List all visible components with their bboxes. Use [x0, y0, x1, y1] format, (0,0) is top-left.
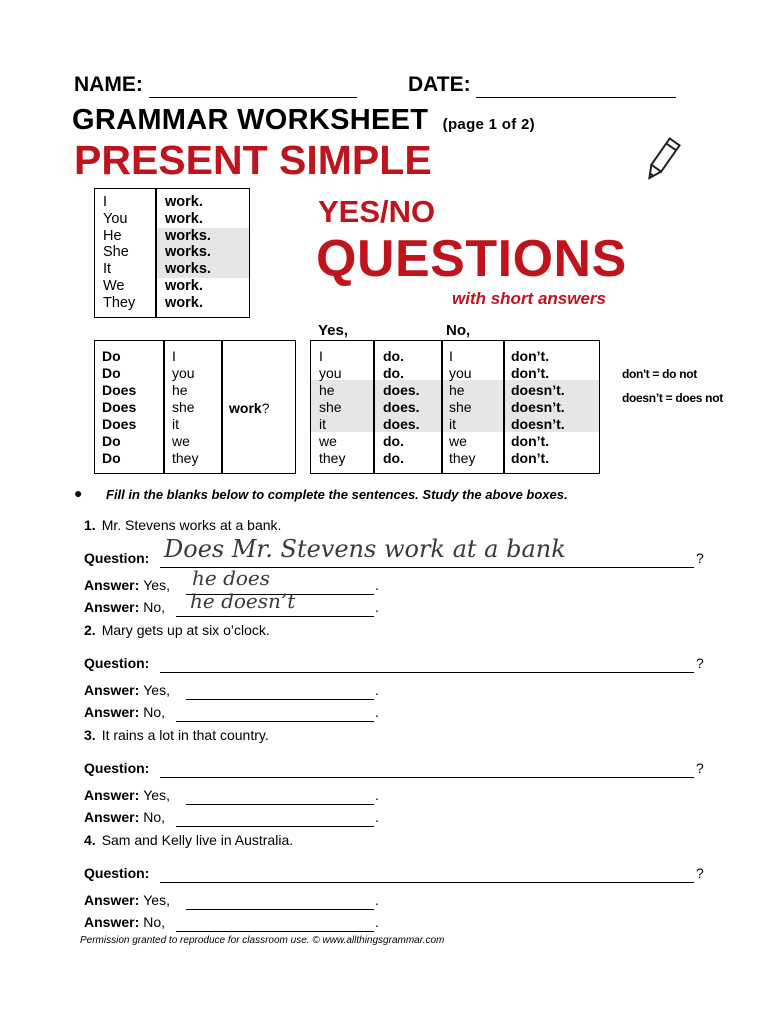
table-cell: Does	[102, 399, 137, 415]
verb-cell: work.	[165, 294, 203, 311]
yes-aux-column	[383, 348, 420, 467]
answer-label: Answer:	[84, 599, 140, 615]
table-divider	[441, 341, 443, 473]
question-table	[94, 340, 296, 474]
bullet-icon: ●	[74, 485, 83, 501]
verb-text: work	[229, 400, 262, 416]
no-label: No,	[143, 809, 166, 825]
table-row	[95, 261, 249, 278]
answer-no-row	[84, 913, 165, 931]
answer-yes-row	[84, 576, 170, 594]
table-divider	[503, 341, 505, 473]
period: .	[375, 892, 379, 908]
period: .	[375, 599, 379, 615]
table-cell: Do	[102, 348, 121, 364]
conjugation-table	[94, 188, 250, 318]
exercise-text: Sam and Kelly live in Australia.	[101, 832, 294, 848]
table-row	[95, 244, 249, 261]
exercise-text: Mary gets up at six o’clock.	[101, 622, 270, 638]
period: .	[375, 704, 379, 720]
exercise-number: 1.	[84, 517, 96, 533]
yes-label: Yes,	[143, 577, 170, 593]
yes-pronoun-column	[319, 348, 345, 467]
exercise-text: Mr. Stevens works at a bank.	[101, 517, 282, 533]
exercise-number: 3.	[84, 727, 96, 743]
period: .	[375, 914, 379, 930]
table-cell: don’t.	[511, 450, 550, 466]
table-cell: do.	[383, 365, 404, 381]
table-cell: it	[319, 416, 326, 432]
question-row	[84, 654, 149, 672]
exercise-sentence	[84, 832, 293, 848]
answer-label: Answer:	[84, 787, 140, 803]
question-input[interactable]	[160, 759, 694, 778]
questions-title: QUESTIONS	[316, 230, 627, 288]
table-cell: Does	[102, 416, 137, 432]
topic-title: PRESENT SIMPLE	[74, 137, 432, 183]
yes-answer-handwriting: he does	[192, 566, 271, 590]
table-cell: do.	[383, 348, 404, 364]
question-mark: ?	[696, 865, 704, 881]
no-label: No,	[143, 599, 166, 615]
pronoun-cell: He	[103, 227, 122, 244]
name-input-line[interactable]	[149, 79, 357, 98]
no-answer-input[interactable]	[176, 913, 374, 932]
no-label: No,	[143, 914, 166, 930]
table-divider	[163, 341, 165, 473]
table-cell: Do	[102, 433, 121, 449]
answer-label: Answer:	[84, 914, 140, 930]
table-cell: do.	[383, 433, 404, 449]
table-cell: he	[172, 382, 188, 398]
table-cell: don’t.	[511, 348, 550, 364]
table-row	[95, 278, 249, 295]
answer-table	[310, 340, 600, 474]
yes-answer-input[interactable]	[186, 681, 374, 700]
exercise-text: It rains a lot in that country.	[101, 727, 269, 743]
yesno-title: YES/NO	[318, 194, 436, 229]
table-cell: they	[319, 450, 346, 466]
answer-yes-row	[84, 891, 170, 909]
name-field-row	[74, 72, 357, 98]
table-cell: doesn’t.	[511, 399, 565, 415]
no-header: No,	[446, 322, 471, 339]
table-cell: doesn’t.	[511, 416, 565, 432]
answer-yes-row	[84, 786, 170, 804]
table-row	[95, 211, 249, 228]
period: .	[375, 787, 379, 803]
question-mark: ?	[696, 550, 704, 566]
name-label: NAME:	[74, 73, 143, 96]
table-cell: he	[319, 382, 335, 398]
question-row	[84, 759, 149, 777]
table-cell: we	[319, 433, 337, 449]
pronoun-column	[172, 348, 198, 467]
exercise-sentence	[84, 517, 281, 533]
footer-permission: Permission granted to reproduce for classroom use. © www.allthingsgrammar.com	[80, 935, 445, 946]
date-field-row	[408, 72, 676, 98]
yes-answer-input[interactable]	[186, 891, 374, 910]
answer-label: Answer:	[84, 682, 140, 698]
doesnt-note: doesn’t = does not	[622, 391, 723, 405]
table-cell: they	[172, 450, 199, 466]
table-cell: does.	[383, 399, 420, 415]
yes-label: Yes,	[143, 682, 170, 698]
table-cell: it	[172, 416, 179, 432]
answer-label: Answer:	[84, 704, 140, 720]
question-label: Question:	[84, 760, 150, 776]
yes-header: Yes,	[318, 322, 349, 339]
dont-note: don't = do not	[622, 367, 697, 381]
table-cell: don’t.	[511, 433, 550, 449]
question-row	[84, 549, 149, 567]
yes-answer-input[interactable]	[186, 786, 374, 805]
question-mark: ?	[696, 655, 704, 671]
table-cell: Do	[102, 450, 121, 466]
verb-cell: work.	[165, 194, 203, 210]
question-label: Question:	[84, 550, 150, 566]
table-cell: you	[172, 365, 195, 381]
no-aux-column	[511, 348, 565, 467]
yes-label: Yes,	[143, 892, 170, 908]
table-cell: she	[319, 399, 342, 415]
no-answer-input[interactable]	[176, 703, 374, 722]
date-label: DATE:	[408, 73, 471, 96]
period: .	[375, 682, 379, 698]
verb-cell: work.	[165, 210, 203, 227]
table-cell: it	[449, 416, 456, 432]
verb-cell: work.	[165, 278, 203, 294]
exercise-number: 2.	[84, 622, 96, 638]
table-row	[95, 295, 249, 312]
question-label: Question:	[84, 865, 150, 881]
table-cell: Does	[102, 382, 137, 398]
no-answer-handwriting: he doesn’t	[190, 589, 296, 613]
table-cell: doesn’t.	[511, 382, 565, 398]
table-cell: they	[449, 450, 476, 466]
answer-yes-row	[84, 681, 170, 699]
table-cell: he	[449, 382, 465, 398]
answer-label: Answer:	[84, 892, 140, 908]
table-cell: you	[319, 365, 342, 381]
question-input[interactable]	[160, 654, 694, 673]
aux-column	[102, 348, 136, 467]
no-answer-input[interactable]	[176, 808, 374, 827]
period: .	[375, 809, 379, 825]
exercise-sentence	[84, 727, 269, 743]
question-label: Question:	[84, 655, 150, 671]
pronoun-cell: I	[103, 194, 108, 210]
pronoun-cell: They	[103, 294, 136, 311]
pencil-icon	[636, 134, 688, 186]
question-answer-handwriting: Does Mr. Stevens work at a bank	[164, 535, 566, 563]
answer-no-row	[84, 598, 165, 616]
pronoun-cell: She	[103, 244, 129, 261]
exercise-number: 4.	[84, 832, 96, 848]
pronoun-cell: You	[103, 210, 128, 227]
table-cell: don’t.	[511, 365, 550, 381]
answer-label: Answer:	[84, 809, 140, 825]
table-row	[95, 194, 249, 211]
table-cell: I	[319, 348, 323, 364]
table-cell: we	[172, 433, 190, 449]
verb-cell: works.	[165, 227, 211, 244]
answer-label: Answer:	[84, 577, 140, 593]
table-cell: I	[172, 348, 176, 364]
period: .	[375, 577, 379, 593]
verb-cell: works.	[165, 261, 211, 278]
pronoun-cell: We	[103, 278, 125, 294]
yes-label: Yes,	[143, 787, 170, 803]
table-cell: do.	[383, 450, 404, 466]
question-mark: ?	[261, 400, 270, 416]
verb-cell: works.	[165, 244, 211, 261]
table-cell: she	[449, 399, 472, 415]
answer-no-row	[84, 808, 165, 826]
page-info: (page 1 of 2)	[442, 116, 535, 133]
table-cell: does.	[383, 382, 420, 398]
table-cell: she	[172, 399, 195, 415]
table-row	[95, 228, 249, 245]
table-cell: you	[449, 365, 472, 381]
no-answer-input[interactable]	[176, 589, 374, 617]
table-divider	[221, 341, 223, 473]
table-cell: does.	[383, 416, 420, 432]
verb-cell	[229, 400, 269, 417]
table-cell: Do	[102, 365, 121, 381]
short-answers-subtitle: with short answers	[452, 289, 606, 308]
no-label: No,	[143, 704, 166, 720]
instruction-text: Fill in the blanks below to complete the sentences. Study the above boxes.	[106, 487, 568, 502]
answer-no-row	[84, 703, 165, 721]
question-mark: ?	[696, 760, 704, 776]
worksheet-title: GRAMMAR WORKSHEET	[72, 104, 429, 136]
no-pronoun-column	[449, 348, 475, 467]
date-input-line[interactable]	[476, 79, 676, 98]
question-input[interactable]	[160, 864, 694, 883]
table-divider	[373, 341, 375, 473]
table-cell: we	[449, 433, 467, 449]
exercise-sentence	[84, 622, 270, 638]
pronoun-cell: It	[103, 261, 112, 278]
table-cell: I	[449, 348, 453, 364]
question-row	[84, 864, 149, 882]
